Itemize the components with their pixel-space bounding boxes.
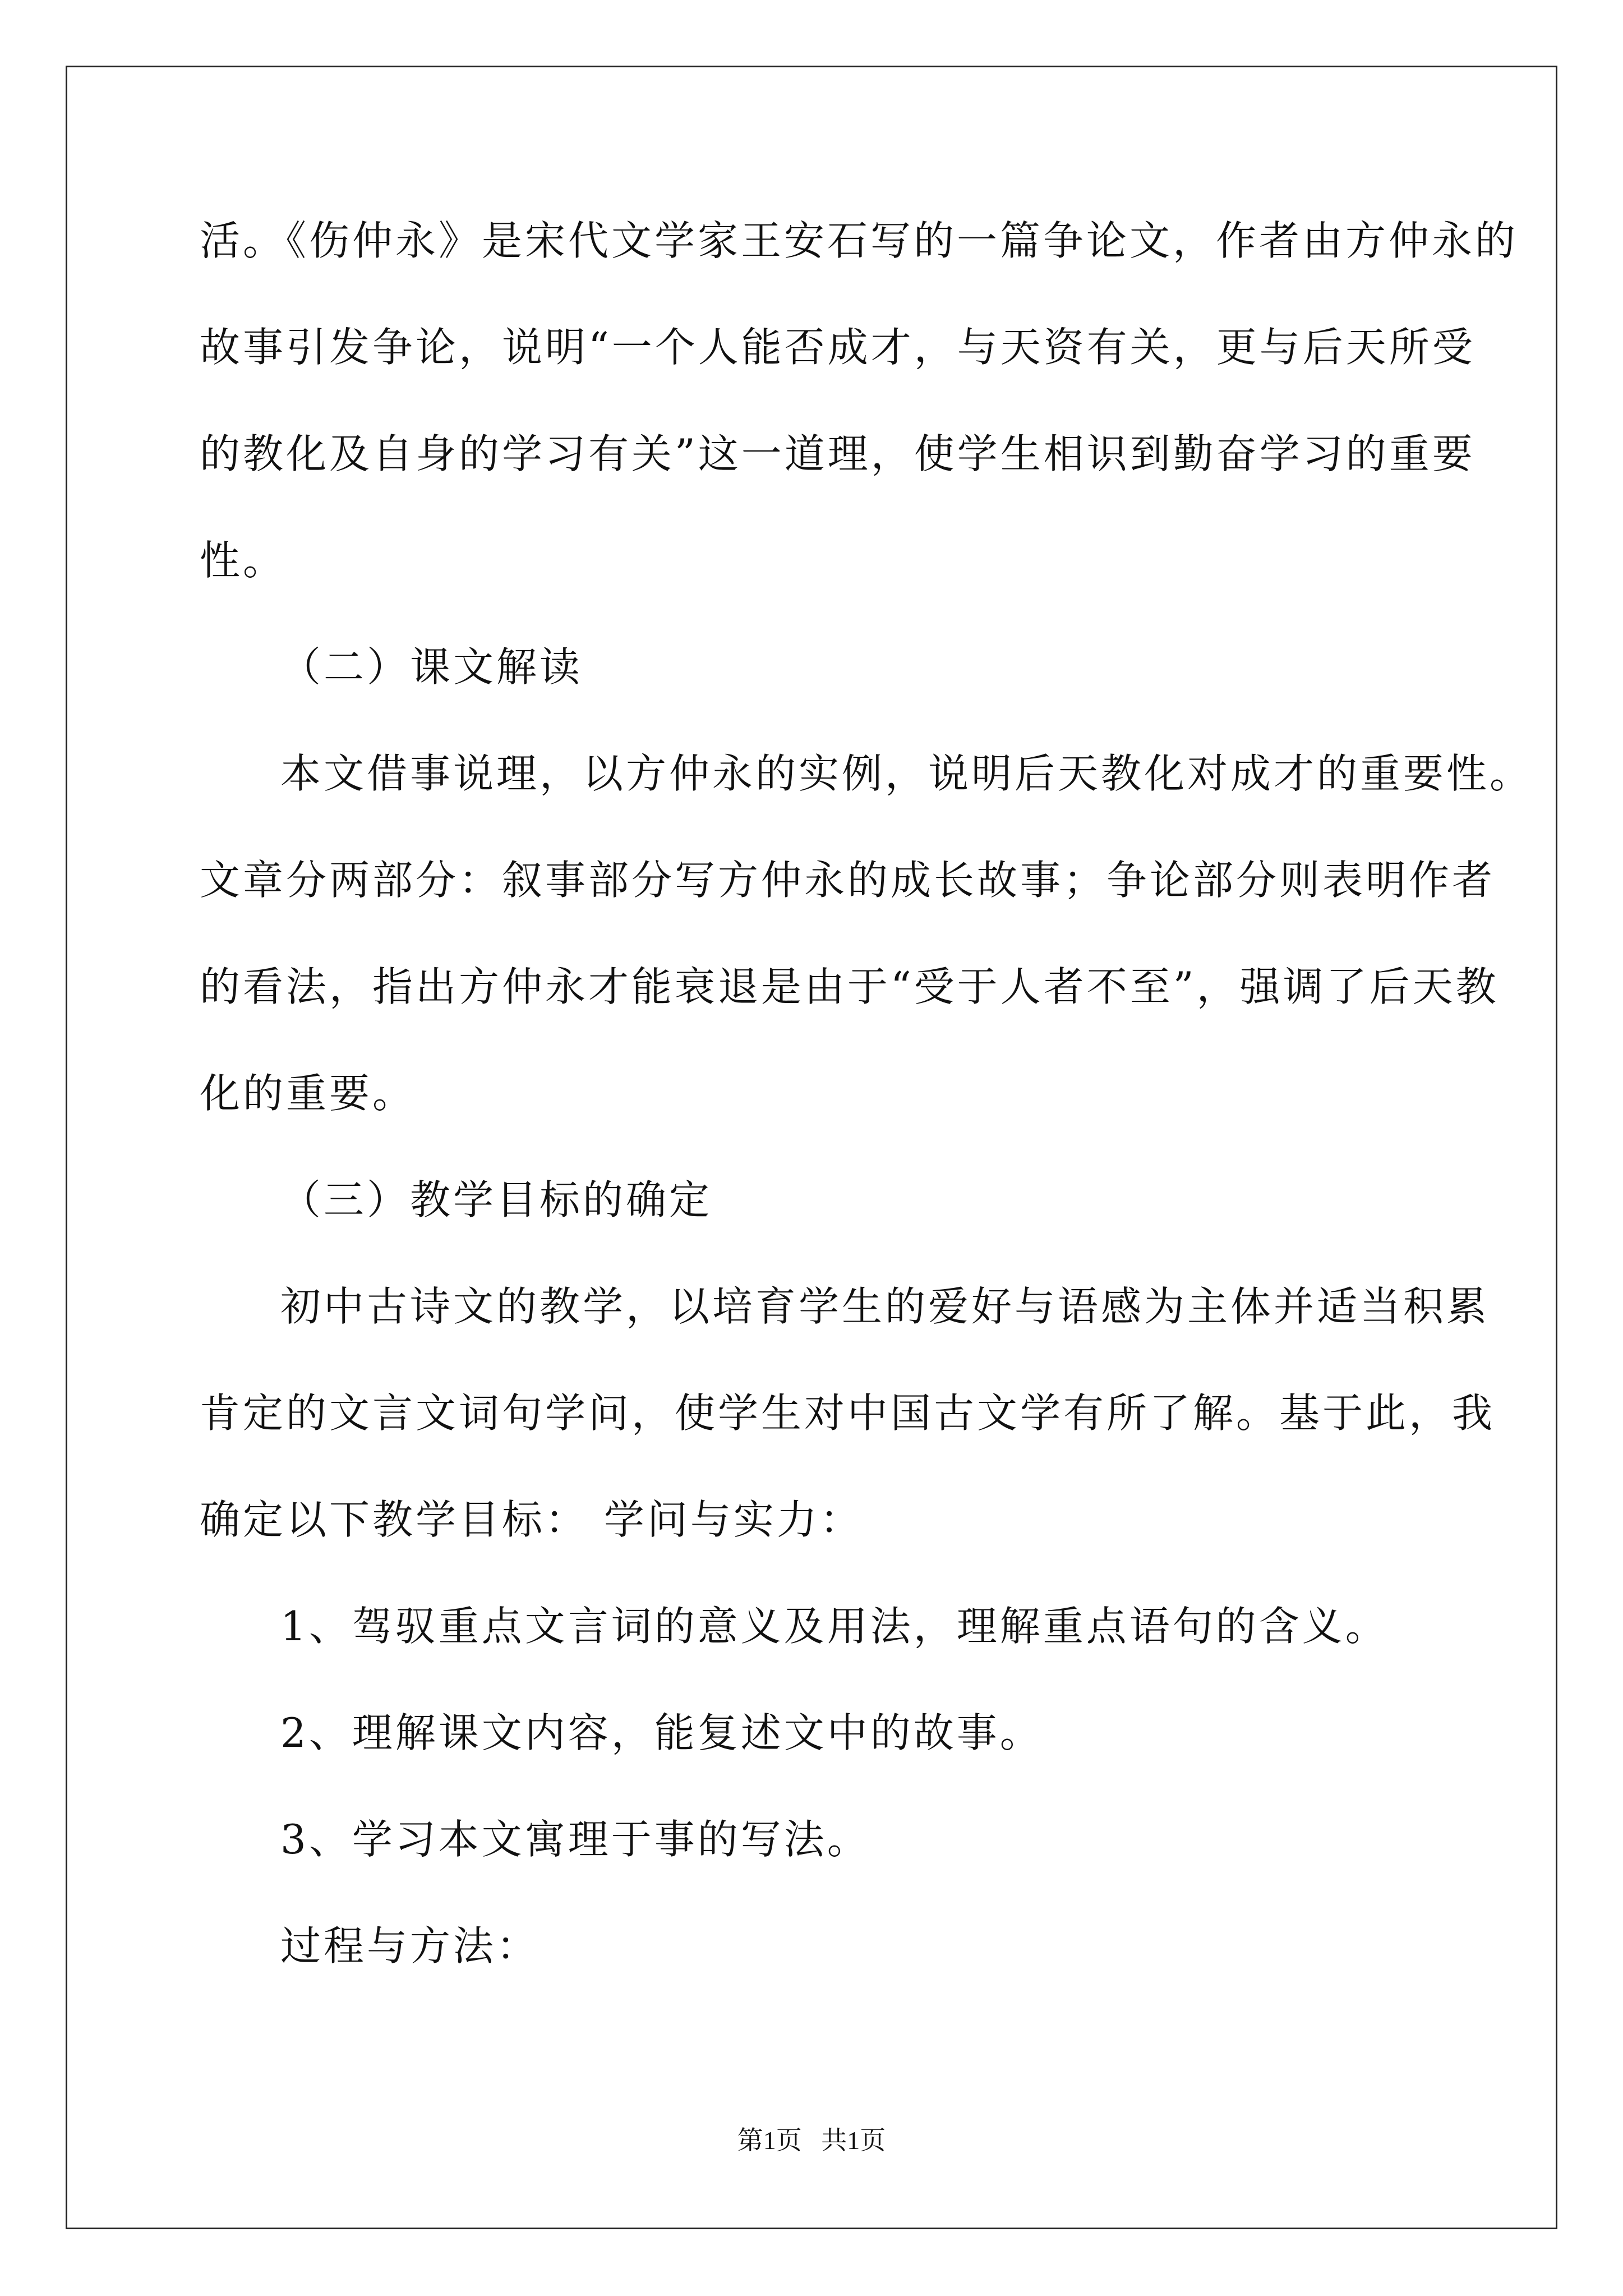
text-line: 肯定的文言文词句学问，使学生对中国古文学有所了解。基于此，我 (200, 1389, 1496, 1437)
subsection-label: 过程与方法： (280, 1922, 540, 1970)
text-line: 的看法，指出方仲永才能衰退是由于“受于人者不至”，强调了后天教 (200, 963, 1499, 1010)
text-line: 确定以下教学目标： 学问与实力： (200, 1496, 863, 1543)
text-line: 故事引发争论，说明“一个人能否成才，与天资有关，更与后天所受 (200, 324, 1476, 371)
section-heading: （三）教学目标的确定 (280, 1176, 713, 1223)
list-item: 2、理解课文内容，能复述文中的故事。 (280, 1709, 1043, 1756)
text-line: 初中古诗文的教学，以培育学生的爱好与语感为主体并适当积累 (280, 1283, 1490, 1330)
text-line: 活。《伤仲永》是宋代文学家王安石写的一篇争论文，作者由方仲永的 (200, 217, 1519, 264)
text-line: 性。 (200, 537, 287, 584)
section-heading: （二）课文解读 (280, 643, 583, 691)
document-body (200, 217, 1533, 2032)
list-item: 3、学习本文寓理于事的写法。 (280, 1816, 870, 1863)
list-item: 1、驾驭重点文言词的意义及用法，理解重点语句的含义。 (280, 1603, 1389, 1650)
text-line: 本文借事说理，以方仲永的实例，说明后天教化对成才的重要性。 (280, 750, 1533, 797)
page-footer: 第1页 共1页 (737, 2126, 886, 2155)
text-line: 文章分两部分：叙事部分写方仲永的成长故事；争论部分则表明作者 (200, 857, 1496, 904)
text-line: 的教化及自身的学习有关”这一道理，使学生相识到勤奋学习的重要 (200, 430, 1476, 477)
text-line: 化的重要。 (200, 1070, 416, 1117)
